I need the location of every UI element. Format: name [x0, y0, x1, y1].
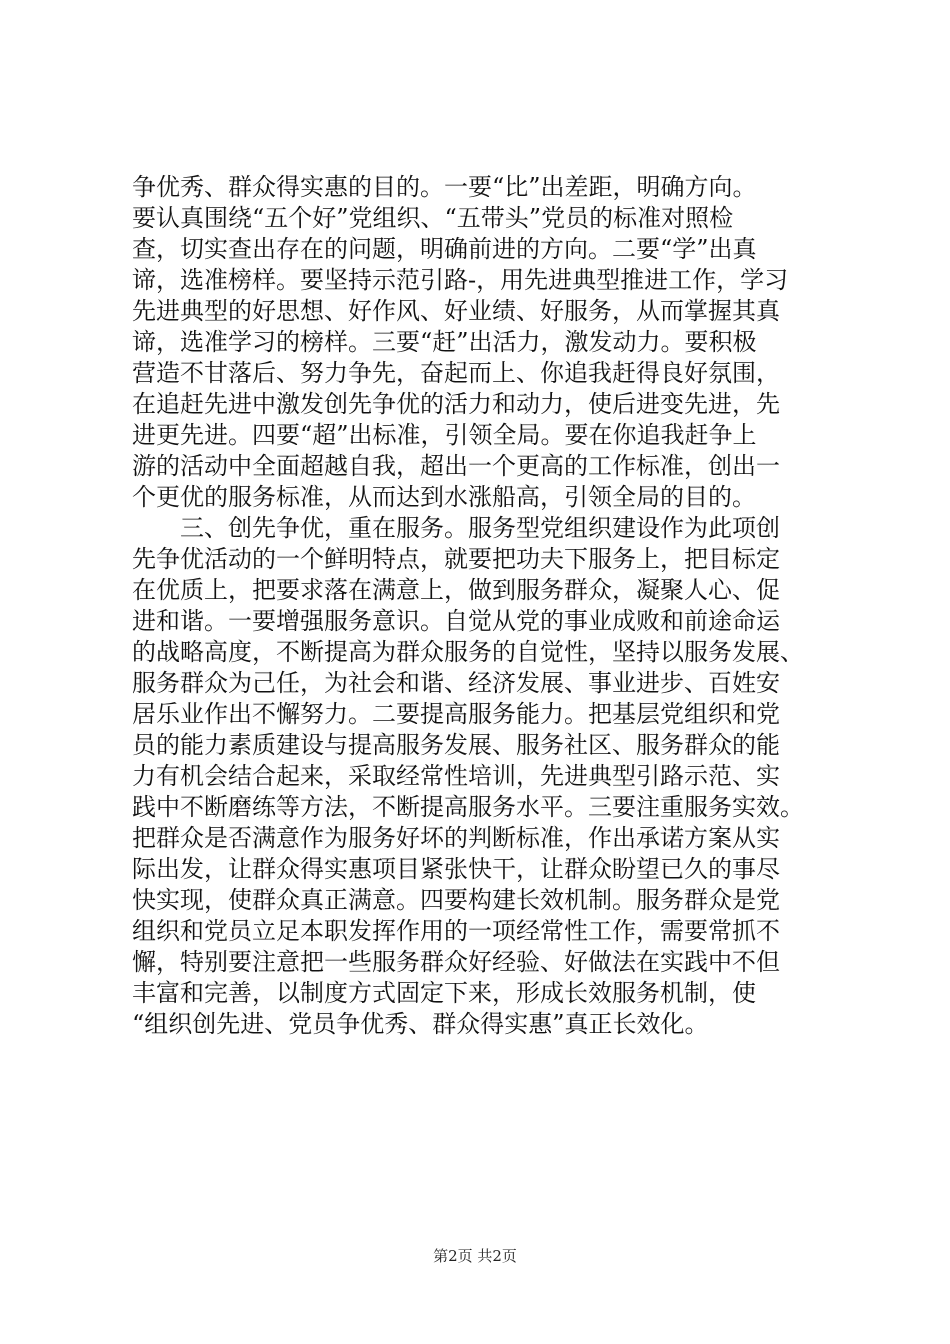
text-line: 际出发，让群众得实惠项目紧张快干，让群众盼望已久的事尽	[132, 855, 780, 883]
text-line: 快实现，使群众真正满意。四要构建长效机制。服务群众是党	[132, 886, 780, 914]
text-line: 要认真围绕“五个好”党组织、“五带头”党员的标准对照检	[132, 204, 734, 232]
text-line: 查，切实查出存在的问题，明确前进的方向。二要“学”出真	[132, 235, 757, 263]
text-line: 进和谐。一要增强服务意识。自觉从党的事业成败和前途命运	[132, 607, 780, 635]
text-line: 的战略高度，不断提高为群众服务的自觉性，坚持以服务发展、	[132, 638, 804, 666]
text-line: 丰富和完善，以制度方式固定下来，形成长效服务机制，使	[132, 979, 756, 1007]
text-line: 进更先进。四要“超”出标准，引领全局。要在你追我赶争上	[132, 421, 757, 449]
text-line: 员的能力素质建设与提高服务发展、服务社区、服务群众的能	[132, 731, 780, 759]
text-line: 组织和党员立足本职发挥作用的一项经常性工作，需要常抓不	[132, 917, 780, 945]
text-line: 居乐业作出不懈努力。二要提高服务能力。把基层党组织和党	[132, 700, 780, 728]
text-line: 谛，选准学习的榜样。三要“赶”出活力，激发动力。要积极	[132, 328, 757, 356]
text-line: 谛，选准榜样。要坚持示范引路-，用先进典型推进工作，学习	[132, 266, 789, 294]
text-line: 个更优的服务标准，从而达到水涨船高，引领全局的目的。	[132, 483, 756, 511]
text-line: 把群众是否满意作为服务好坏的判断标准，作出承诺方案从实	[132, 824, 780, 852]
text-line: 先进典型的好思想、好作风、好业绩、好服务，从而掌握其真	[132, 297, 780, 325]
text-line: 营造不甘落后、努力争先，奋起而上、你追我赶得良好氛围，	[132, 359, 780, 387]
text-line: 在优质上，把要求落在满意上，做到服务群众，凝聚人心、促	[132, 576, 780, 604]
page-number-footer: 第2页 共2页	[433, 1247, 517, 1265]
text-line: 服务群众为己任，为社会和谐、经济发展、事业进步、百姓安	[132, 669, 780, 697]
text-line: 在追赶先进中激发创先争优的活力和动力，使后进变先进，先	[132, 390, 780, 418]
text-line: 先争优活动的一个鲜明特点，就要把功夫下服务上，把目标定	[132, 545, 780, 573]
text-line: 游的活动中全面超越自我，超出一个更高的工作标准，创出一	[132, 452, 780, 480]
text-line: 懈，特别要注意把一些服务群众好经验、好做法在实践中不但	[132, 948, 780, 976]
text-line: 争优秀、群众得实惠的目的。一要“比”出差距，明确方向。	[132, 173, 757, 201]
body-text	[132, 172, 832, 1040]
text-line: “组织创先进、党员争优秀、群众得实惠”真正长效化。	[132, 1010, 709, 1038]
section-heading-line: 三、创先争优，重在服务。服务型党组织建设作为此项创	[132, 514, 780, 542]
text-line: 力有机会结合起来，采取经常性培训，先进典型引路示范、实	[132, 762, 780, 790]
text-line: 践中不断磨练等方法，不断提高服务水平。三要注重服务实效。	[132, 793, 804, 821]
